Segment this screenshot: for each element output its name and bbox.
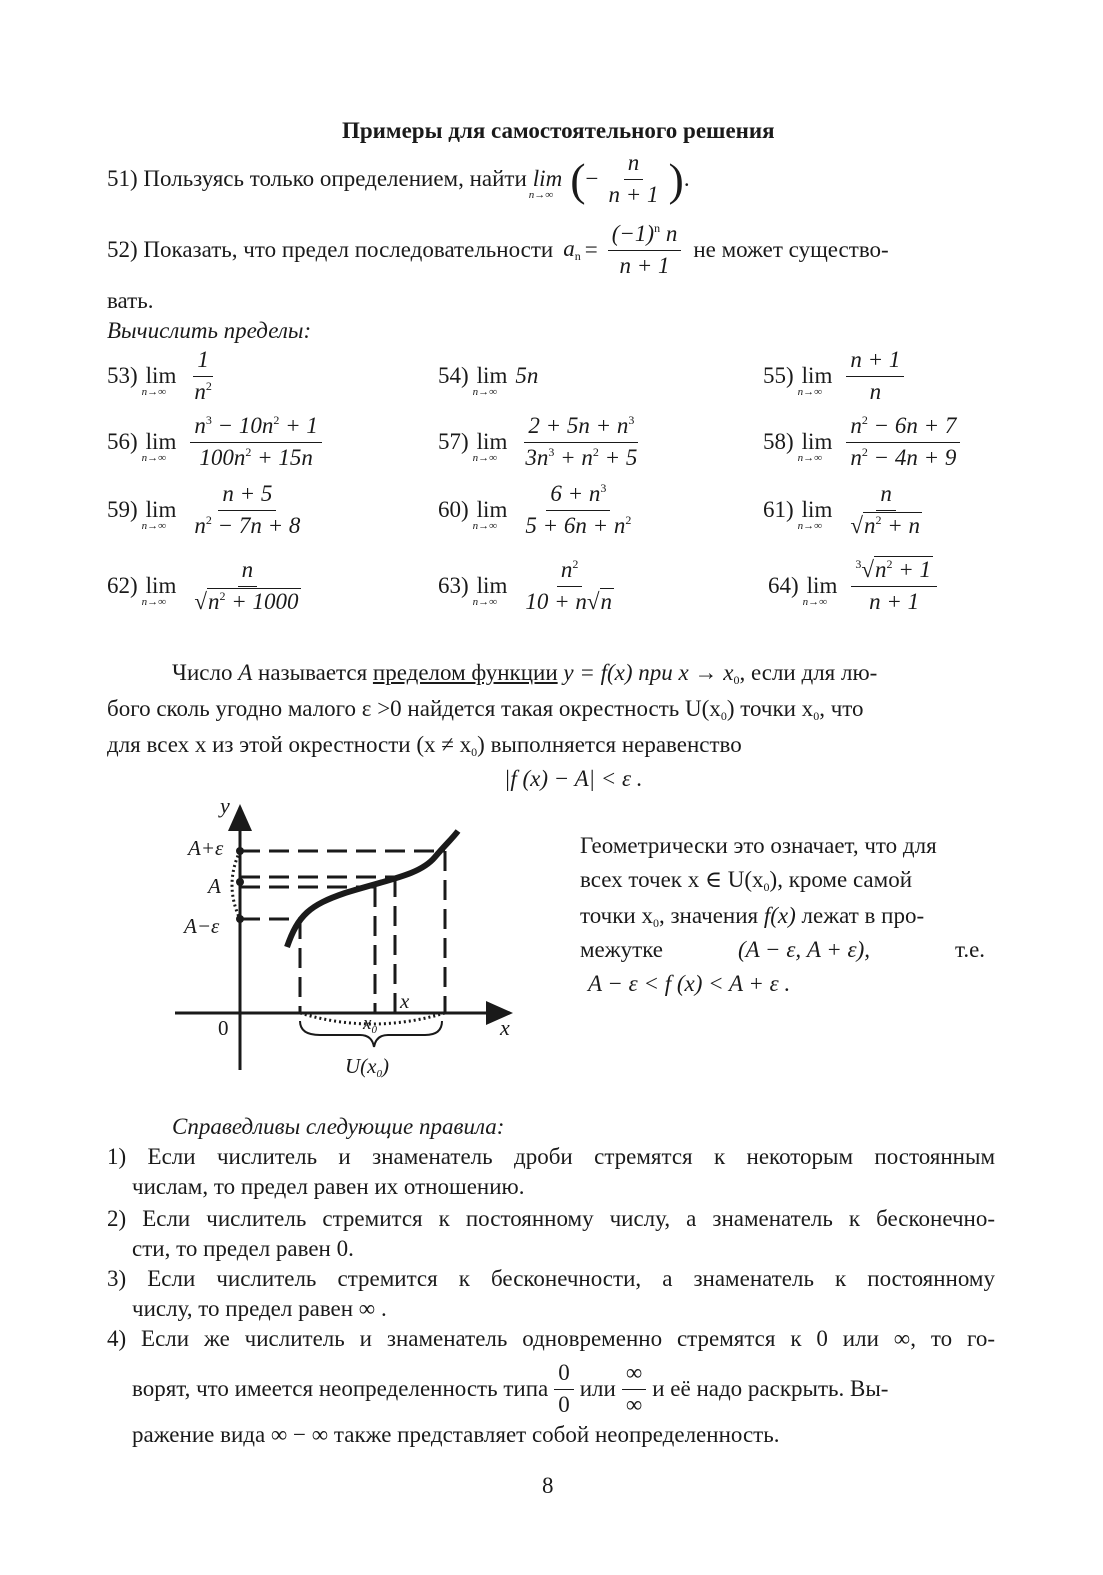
example-62 bbox=[107, 558, 311, 614]
example-59 bbox=[107, 482, 310, 538]
geom-text: всех точек x ∈ U(x bbox=[580, 867, 764, 892]
fraction-zero-zero bbox=[554, 1359, 574, 1420]
num-base: (−1) bbox=[611, 220, 655, 246]
A-label: A bbox=[208, 874, 221, 898]
example-number: 60) bbox=[438, 497, 469, 522]
example-60 bbox=[438, 482, 641, 538]
def-text: Число bbox=[172, 660, 239, 685]
sequence-term bbox=[563, 236, 581, 264]
rules-header: Справедливы следующие правила: bbox=[172, 1114, 505, 1139]
example-number: 63) bbox=[438, 573, 469, 598]
limit-figure bbox=[170, 795, 540, 1095]
limit-operator: lim n→∞ bbox=[141, 363, 177, 398]
example-64 bbox=[768, 558, 943, 614]
definition-line-2: бого сколь угодно малого ε >0 найдется такая окрестность $U(x_0)$ точки $x_0$, что bbox=[107, 696, 864, 723]
example-55 bbox=[763, 348, 910, 404]
fraction: $\frac{n^2}{10 + n√n}$ bbox=[525, 556, 612, 614]
num-exp: n bbox=[654, 220, 661, 235]
fraction bbox=[608, 220, 682, 281]
limit-operator: lim n→∞ bbox=[802, 573, 838, 608]
denominator: n + 1 bbox=[619, 252, 670, 278]
rule-3-line-2: числу, то предел равен ∞ . bbox=[132, 1296, 387, 1321]
rule-text: или bbox=[579, 1376, 616, 1401]
rule-3-line-1: 3) Если числитель стремится к бесконечности, а знаменатель к постоянному bbox=[107, 1266, 995, 1291]
x-axis-label: x bbox=[500, 1015, 510, 1040]
fraction bbox=[605, 149, 663, 210]
U-x0-label: U(x0) bbox=[345, 1054, 389, 1080]
numerator: n bbox=[624, 149, 644, 180]
paren-open: ( bbox=[570, 153, 586, 205]
geom-line-5: A − ε < f (x) < A + ε . bbox=[588, 971, 791, 996]
example-number: 62) bbox=[107, 573, 138, 598]
fraction: $\frac{1}{n^2}$ bbox=[194, 346, 212, 404]
def-A: A bbox=[238, 660, 253, 685]
rule-4-line-1: 4) Если же числитель и знаменатель одновременно стремятся к 0 или ∞, то го- bbox=[107, 1326, 995, 1351]
fraction: $\frac{^3√n^2 + 1}{n + 1}$ bbox=[851, 556, 937, 617]
paren-close: ) bbox=[668, 153, 684, 205]
fraction: $\frac{2 + 5n + n^3}{3n^3 + n^2 + 5}$ bbox=[525, 412, 638, 470]
rule-4 bbox=[107, 1324, 995, 1354]
problem-51 bbox=[107, 150, 690, 208]
dot-A-minus bbox=[236, 915, 244, 923]
example-number: 59) bbox=[107, 497, 138, 522]
def-text: ) точки x bbox=[726, 696, 814, 721]
rule-3 bbox=[107, 1264, 995, 1324]
period: . bbox=[683, 166, 690, 191]
fraction: $\frac{6 + n^3}{5 + 6n + n^2}$ bbox=[525, 480, 632, 538]
limit-operator: lim n→∞ bbox=[472, 497, 508, 532]
example-63 bbox=[438, 558, 624, 614]
function-curve bbox=[287, 831, 458, 947]
rule-text: и её надо раскрыть. Вы- bbox=[652, 1376, 889, 1401]
geom-line-1: Геометрически это означает, что для bbox=[580, 833, 937, 858]
example-number: 56) bbox=[107, 429, 138, 454]
def-text: , что bbox=[819, 696, 864, 721]
example-58 bbox=[763, 414, 966, 470]
rule-1-line-2: числам, то предел равен их отношению. bbox=[132, 1174, 525, 1199]
example-number: 55) bbox=[763, 363, 794, 388]
problem-52-text-cont: не может существо- bbox=[693, 237, 889, 262]
rule-2-line-1: 2) Если числитель стремится к постоянному числу, а знаменатель к бесконечно- bbox=[107, 1206, 995, 1231]
fraction: $\frac{n}{√n^2 + 1000}$ bbox=[194, 556, 299, 614]
y-axis-label: y bbox=[220, 795, 230, 818]
x-point-label: x bbox=[400, 989, 410, 1013]
example-number: 61) bbox=[763, 497, 794, 522]
dashed-guides bbox=[240, 851, 445, 1013]
section-title: Примеры для самостоятельного решения bbox=[342, 118, 775, 143]
limit-operator: lim n→∞ bbox=[472, 363, 508, 398]
problem-51-text: 51) Пользуясь только определением, найти bbox=[107, 166, 527, 191]
def-text: называется bbox=[252, 660, 373, 685]
inequality: |f (x) − A| < ε . bbox=[504, 766, 643, 791]
rule-1 bbox=[107, 1142, 995, 1202]
problem-52-text-end: вать. bbox=[107, 288, 154, 313]
fraction: $\frac{n^3 - 10n^2 + 1}{100n^2 + 15n}$ bbox=[190, 412, 322, 473]
rule-4-line-3: ражение вида ∞ − ∞ также представляет собой неопределенность. bbox=[132, 1422, 780, 1447]
rule-2-line-2: сти, то предел равен 0. bbox=[132, 1236, 354, 1261]
fraction-inf-inf bbox=[622, 1359, 646, 1420]
compute-label: Вычислить пределы: bbox=[107, 318, 312, 343]
denominator: 0 bbox=[558, 1391, 570, 1417]
geom-line-2: всех точек x ∈ $U(x_0)$, кроме самой bbox=[580, 867, 913, 894]
definition-line-3: для всех x из этой окрестности $(x \ne x_0)$ выполняется неравенство bbox=[107, 732, 742, 759]
geom-line-4b: (A − ε, A + ε), bbox=[738, 937, 871, 962]
dot-A bbox=[236, 878, 244, 886]
def-text: , если для лю- bbox=[739, 660, 878, 685]
problem-52-text: 52) Показать, что предел последовательности bbox=[107, 237, 554, 262]
geom-text: лежат в про- bbox=[795, 903, 925, 928]
geom-fx: f(x) bbox=[763, 903, 796, 928]
neighborhood-dotted bbox=[300, 1013, 445, 1024]
def-text: для всех x из этой окрестности (x ≠ x bbox=[107, 732, 472, 757]
limit-operator: lim n→∞ bbox=[797, 497, 833, 532]
seq-subscript: n bbox=[574, 249, 581, 263]
num-tail: n bbox=[660, 220, 678, 246]
example-57 bbox=[438, 414, 647, 470]
limit-operator: lim n→∞ bbox=[797, 363, 833, 398]
rule-2 bbox=[107, 1204, 995, 1264]
example-54 bbox=[438, 348, 538, 404]
lim-word: lim bbox=[532, 166, 563, 191]
def-term: пределом функции bbox=[372, 660, 558, 685]
expression: 5n bbox=[515, 363, 539, 388]
denominator: n + 1 bbox=[608, 181, 659, 207]
geom-text: ), кроме самой bbox=[769, 867, 913, 892]
limit-operator bbox=[528, 166, 563, 201]
fraction: $\frac{n + 1}{n}$ bbox=[846, 346, 904, 407]
example-61 bbox=[763, 482, 932, 538]
dot-A-plus bbox=[236, 847, 244, 855]
A-minus-eps-label: A−ε bbox=[184, 914, 220, 938]
A-plus-eps-label: A+ε bbox=[188, 836, 224, 860]
geom-line-3: точки $x_0$, значения f(x) лежат в про- bbox=[580, 903, 925, 930]
rule-text: ворят, что имеется неопределенность типа bbox=[132, 1376, 549, 1401]
def-formula: y = f(x) при x → x bbox=[557, 660, 734, 685]
numerator: ∞ bbox=[622, 1359, 646, 1390]
example-number: 64) bbox=[768, 573, 799, 598]
geom-text: точки x bbox=[580, 903, 653, 928]
example-number: 54) bbox=[438, 363, 469, 388]
geom-line-4c: т.е. bbox=[955, 937, 986, 962]
def-text: ) выполняется неравенство bbox=[477, 732, 742, 757]
equals: = bbox=[584, 237, 598, 262]
definition-line-1: Число A называется пределом функции y = f(x) при $x \to x_0$, если для лю- bbox=[172, 660, 878, 687]
limit-operator: lim n→∞ bbox=[141, 573, 177, 608]
fraction: $\frac{n^2 - 6n + 7}{n^2 - 4n + 9}$ bbox=[846, 412, 960, 473]
limit-operator: lim n→∞ bbox=[797, 429, 833, 464]
lim-subscript: n→∞ bbox=[528, 189, 554, 201]
limit-operator: lim n→∞ bbox=[141, 429, 177, 464]
limit-operator: lim n→∞ bbox=[472, 573, 508, 608]
limit-operator: lim n→∞ bbox=[472, 429, 508, 464]
numerator: 0 bbox=[554, 1359, 574, 1390]
rule-4-line-2 bbox=[132, 1358, 888, 1420]
fraction: $\frac{n}{√n^2 + n}$ bbox=[850, 480, 920, 538]
example-53 bbox=[107, 348, 222, 404]
minus-sign: − bbox=[585, 166, 599, 191]
page-number: 8 bbox=[542, 1473, 554, 1498]
def-text: бого сколь угодно малого ε >0 найдется такая окрестность U(x bbox=[107, 696, 721, 721]
x0-label: $x_0$ bbox=[363, 1013, 377, 1036]
problem-52 bbox=[107, 222, 889, 278]
numerator bbox=[608, 220, 682, 251]
geom-text: , значения bbox=[658, 903, 764, 928]
denominator: ∞ bbox=[625, 1391, 643, 1417]
example-number: 58) bbox=[763, 429, 794, 454]
limit-operator: lim n→∞ bbox=[141, 497, 177, 532]
geom-line-4a: межутке bbox=[580, 937, 664, 962]
rule-1-line-1: 1) Если числитель и знаменатель дроби стремятся к некоторым постоянным bbox=[107, 1144, 995, 1169]
seq-var: a bbox=[563, 236, 575, 261]
fraction: $\frac{n + 5}{n^2 - 7n + 8}$ bbox=[194, 480, 301, 538]
example-number: 53) bbox=[107, 363, 138, 388]
origin-label: 0 bbox=[218, 1016, 229, 1040]
example-number: 57) bbox=[438, 429, 469, 454]
example-56 bbox=[107, 414, 328, 470]
